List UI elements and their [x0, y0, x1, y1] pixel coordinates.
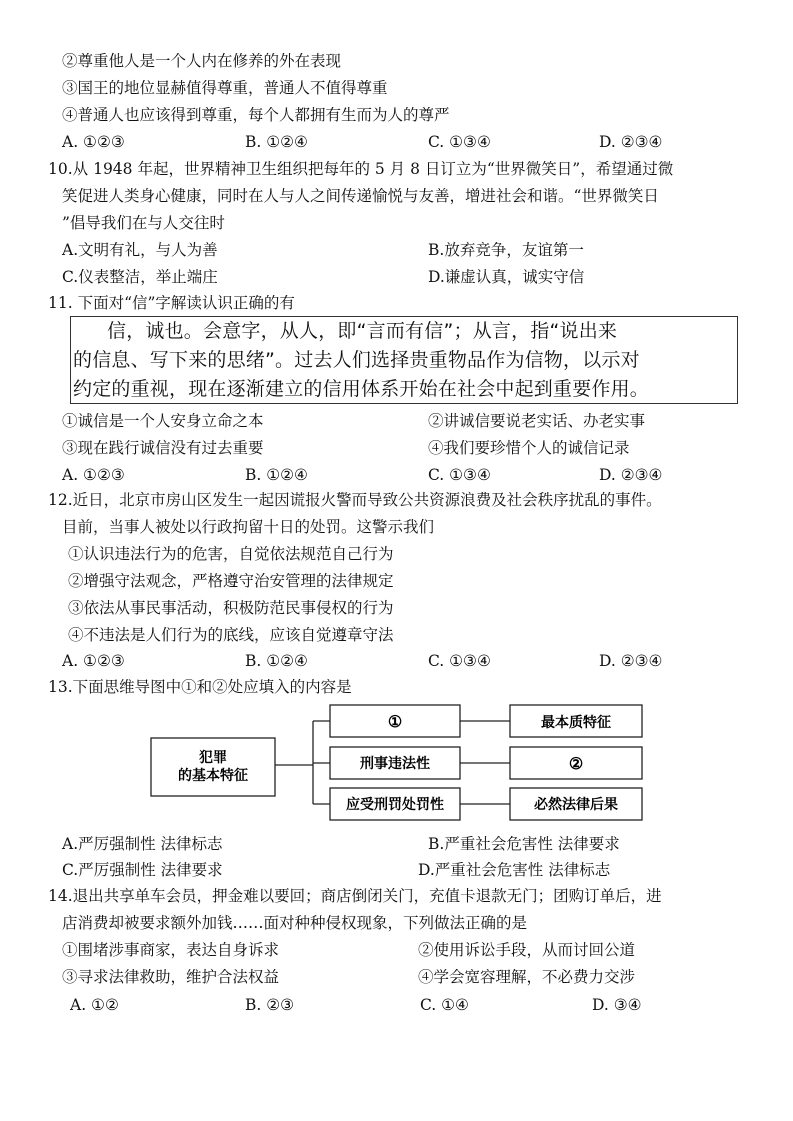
q9-option-c[interactable]: C. ①③④ — [428, 133, 491, 151]
q9-option-a[interactable]: A. ①②③ — [62, 133, 125, 151]
q11-statement-1: ①诚信是一个人安身立命之本 — [62, 412, 264, 430]
q11-stem: 11. 下面对“信”字解读认识正确的有 — [48, 294, 295, 312]
mind-map-right-label-3: 必然法律后果 — [534, 797, 618, 813]
q11-quote-line-3: 约定的重视，现在逐渐建立的信用体系开始在社会中起到重要作用。 — [73, 378, 650, 400]
q11-quote-box — [70, 316, 738, 404]
q12-statement-3: ③依法从事民事活动，积极防范民事侵权的行为 — [68, 599, 394, 617]
q12-option-d[interactable]: D. ②③④ — [599, 652, 663, 670]
q10-option-b[interactable]: B.放弃竞争，友谊第一 — [428, 241, 584, 259]
q13-stem: 13.下面思维导图中①和②处应填入的内容是 — [48, 678, 352, 696]
mind-map-mid-label-3: 应受刑罚处罚性 — [346, 797, 444, 813]
q13-option-a[interactable]: A.严厉强制性 法律标志 — [62, 835, 223, 853]
q12-stem-line-1: 12.近日，北京市房山区发生一起因谎报火警而导致公共资源浪费及社会秩序扰乱的事件。 — [48, 491, 662, 509]
q11-option-c[interactable]: C. ①③④ — [428, 466, 491, 484]
q11-option-d[interactable]: D. ②③④ — [599, 466, 663, 484]
q9-statement-4: ④普通人也应该得到尊重，每个人都拥有生而为人的尊严 — [62, 106, 450, 124]
q13-option-c[interactable]: C.严厉强制性 法律要求 — [62, 861, 223, 879]
q14-statement-3: ③寻求法律救助，维护合法权益 — [62, 968, 280, 986]
q10-option-d[interactable]: D.谦虚认真，诚实守信 — [428, 268, 585, 286]
q9-option-d[interactable]: D. ②③④ — [599, 133, 663, 151]
q12-statement-1: ①认识违法行为的危害，自觉依法规范自己行为 — [68, 545, 394, 563]
q10-stem-line-2: 笑促进人类身心健康，同时在人与人之间传递愉悦与友善，增进社会和谐。“世界微笑日 — [62, 187, 659, 205]
q12-option-a[interactable]: A. ①②③ — [62, 652, 125, 670]
q14-option-c[interactable]: C. ①④ — [420, 996, 469, 1014]
mind-map-root-label-1: 犯罪 — [199, 750, 227, 766]
q13-option-b[interactable]: B.严重社会危害性 法律要求 — [428, 835, 620, 853]
mind-map-root-box — [151, 738, 275, 796]
q9-option-b[interactable]: B. ①②④ — [245, 133, 308, 151]
q10-option-c[interactable]: C.仪表整洁，举止端庄 — [62, 268, 218, 286]
q9-statement-3: ③国王的地位显赫值得尊重，普通人不值得尊重 — [62, 79, 388, 97]
q11-option-b[interactable]: B. ①②④ — [245, 466, 308, 484]
q14-stem-line-2: 店消费却被要求额外加钱……面对种种侵权现象，下列做法正确的是 — [62, 914, 528, 932]
mind-map-right-label-1: 最本质特征 — [541, 715, 611, 731]
q14-stem-line-1: 14.退出共享单车会员，押金难以要回；商店倒闭关门，充值卡退款无门；团购订单后，进 — [48, 887, 662, 905]
q12-option-b[interactable]: B. ①②④ — [245, 652, 308, 670]
q11-quote-line-1: 信，诚也。会意字，从人，即“言而有信”；从言，指“说出来 — [107, 320, 618, 342]
q11-statement-2: ②讲诚信要说老实话、办老实事 — [428, 412, 646, 430]
q14-option-a[interactable]: A. ①② — [70, 996, 119, 1014]
q11-option-a[interactable]: A. ①②③ — [62, 466, 125, 484]
q14-statement-1: ①围堵涉事商家，表达自身诉求 — [62, 941, 280, 959]
mind-map-diagram — [150, 700, 650, 824]
q12-statement-2: ②增强守法观念，严格遵守治安管理的法律规定 — [68, 572, 394, 590]
q12-statement-4: ④不违法是人们行为的底线，应该自觉遵章守法 — [68, 626, 394, 644]
q14-statement-2: ②使用诉讼手段，从而讨回公道 — [418, 941, 636, 959]
mind-map-root-label-2: 的基本特征 — [178, 768, 248, 784]
q11-statement-3: ③现在践行诚信没有过去重要 — [62, 439, 264, 457]
q12-stem-line-2: 目前，当事人被处以行政拘留十日的处罚。这警示我们 — [62, 518, 435, 536]
q13-option-d[interactable]: D.严重社会危害性 法律标志 — [418, 861, 611, 879]
q12-option-c[interactable]: C. ①③④ — [428, 652, 491, 670]
q14-statement-4: ④学会宽容理解，不必费力交涉 — [418, 968, 636, 986]
q9-statement-2: ②尊重他人是一个人内在修养的外在表现 — [62, 52, 342, 70]
mind-map-mid-label-1: ① — [387, 712, 403, 731]
q10-option-a[interactable]: A.文明有礼，与人为善 — [62, 241, 218, 259]
q14-option-d[interactable]: D. ③④ — [592, 996, 642, 1014]
mind-map-right-label-2: ② — [568, 754, 584, 773]
q11-statement-4: ④我们要珍惜个人的诚信记录 — [428, 439, 630, 457]
mind-map-mid-label-2: 刑事违法性 — [360, 756, 430, 772]
q10-stem-line-3: ”倡导我们在与人交往时 — [62, 214, 225, 232]
q11-quote-line-2: 的信息、写下来的思绪”。过去人们选择贵重物品作为信物，以示对 — [73, 349, 640, 371]
q10-stem-line-1: 10.从 1948 年起，世界精神卫生组织把每年的 5 月 8 日订立为“世界微笑日”，希望通过微 — [48, 160, 674, 178]
q14-option-b[interactable]: B. ②③ — [245, 996, 295, 1014]
